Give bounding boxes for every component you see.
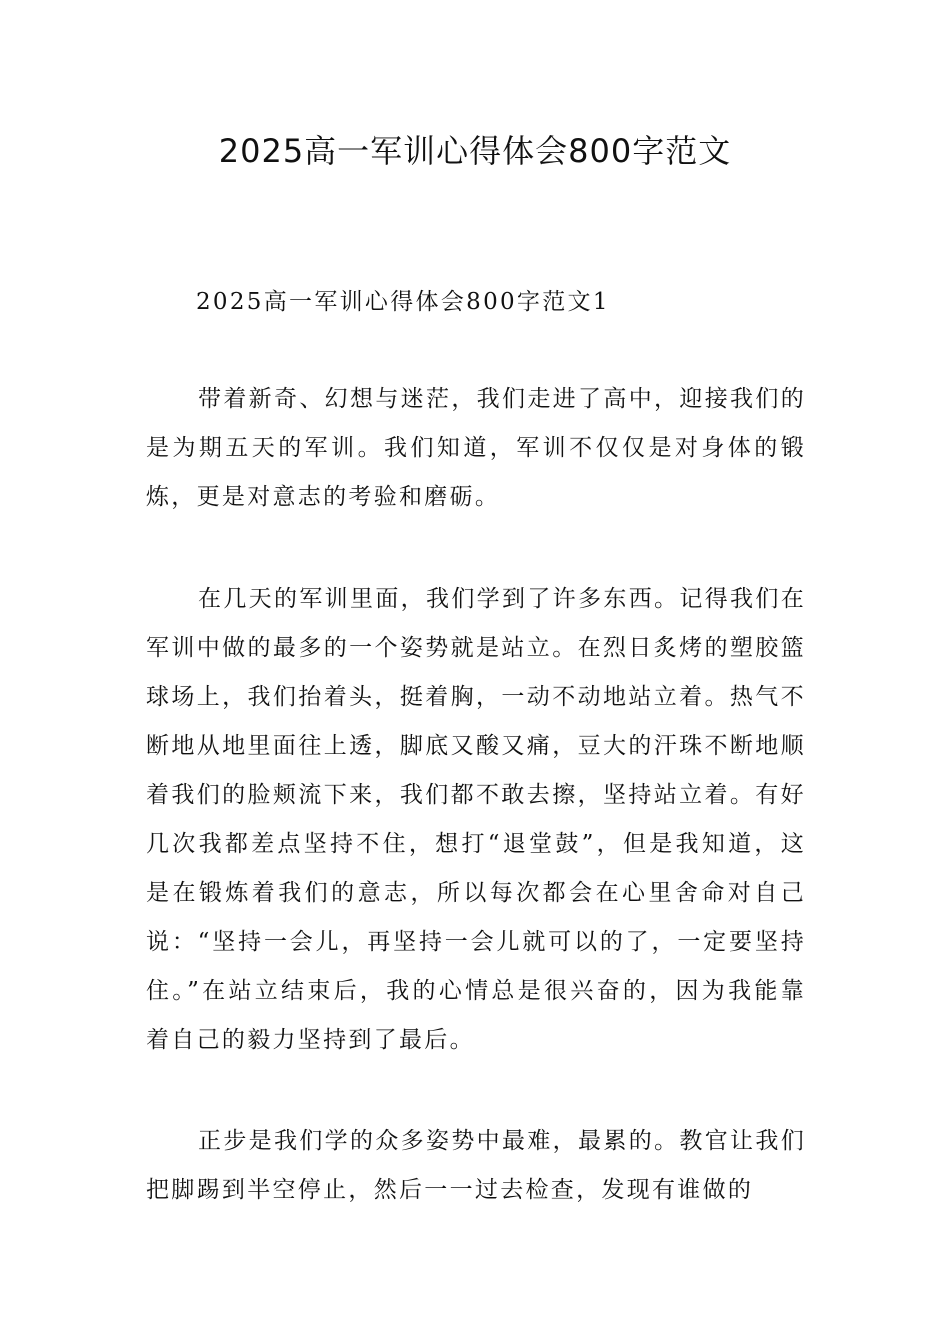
section-heading: 2025高一军训心得体会800字范文1: [196, 289, 610, 315]
paragraph-2: 在几天的军训里面，我们学到了许多东西。记得我们在军训中做的最多的一个姿势就是站立。在烈日炙烤的塑胶篮球场上，我们抬着头，挺着胸，一动不动地站立着。热气不断地从地里面往上透，脚底又酸又痛，豆大的汗珠不断地顺着我们的脸颊流下来，我们都不敢去擦，坚持站立着。有好几次我都差点坚持不住，想打“退堂鼓”，但是我知道，这是在锻炼着我们的意志，所以每次都会在心里舍命对自己说：“坚持一会儿，再坚持一会儿就可以的了，一定要坚持住。”在站立结束后，我的心情总是很兴奋的，因为我能靠着自己的毅力坚持到了最后。: [146, 586, 806, 1053]
document-title: 2025高一军训心得体会800字范文: [218, 132, 732, 170]
paragraph-1: 带着新奇、幻想与迷茫，我们走进了高中，迎接我们的是为期五天的军训。我们知道，军训不仅仅是对身体的锻炼，更是对意志的考验和磨砺。: [146, 386, 806, 510]
paragraph-3: 正步是我们学的众多姿势中最难，最累的。教官让我们把脚踢到半空停止，然后一一过去检查，发现有谁做的: [146, 1128, 806, 1203]
